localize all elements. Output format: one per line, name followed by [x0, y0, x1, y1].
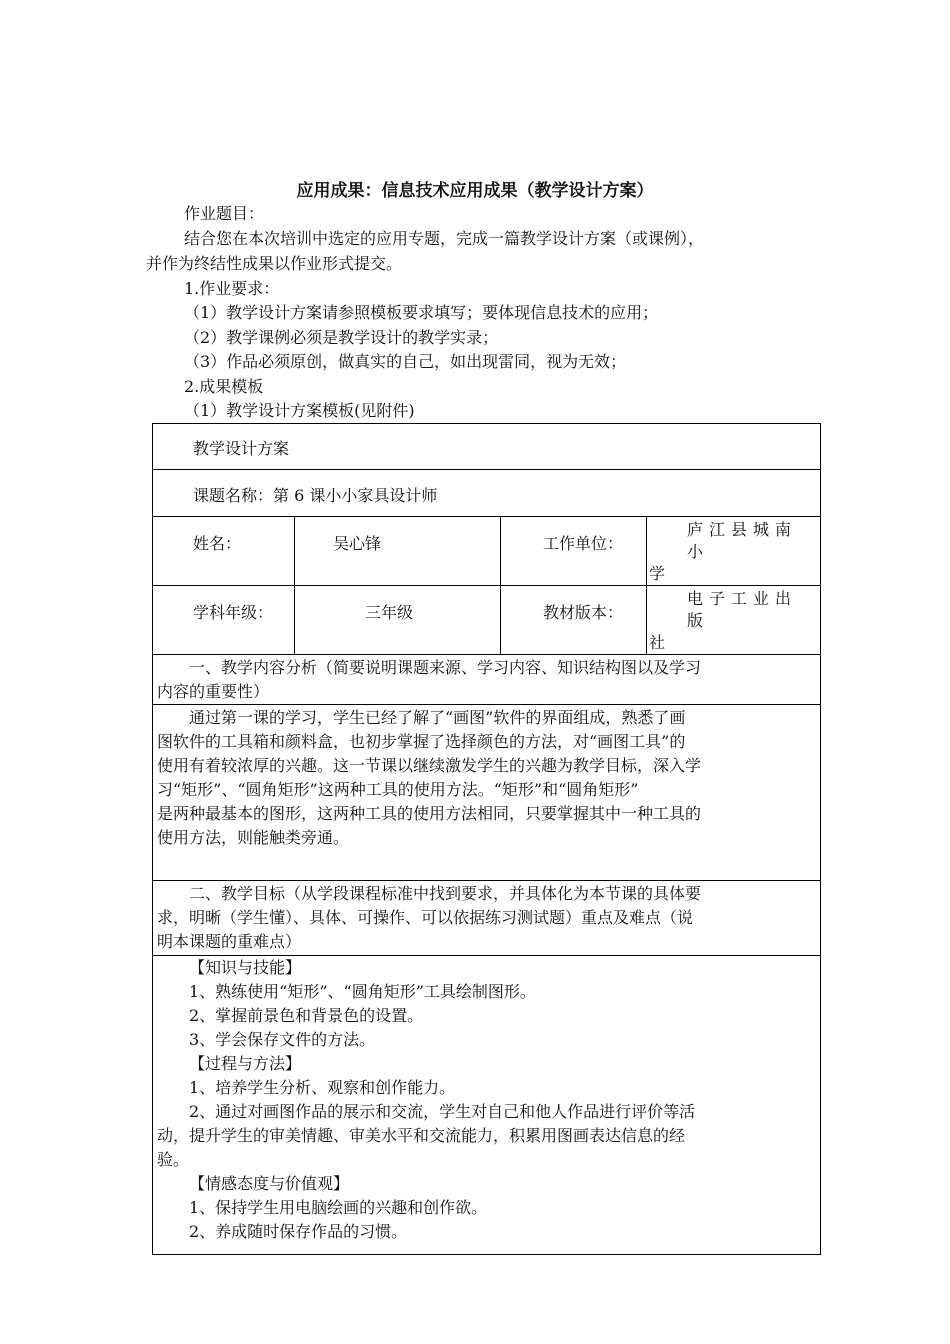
objective-item: 3、学会保存文件的方法。 [189, 1030, 376, 1049]
unit-value-cell [647, 517, 821, 586]
objective-item: 2、养成随时保存作品的习惯。 [189, 1222, 408, 1241]
section2-title-line-3: 明本课题的重难点） [157, 932, 302, 951]
unit-label-cell [501, 517, 647, 586]
edition-value-cell [647, 586, 821, 655]
unit-label: 工作单位： [543, 534, 624, 553]
section1-title-line-1: 一、教学内容分析（简要说明课题来源、学习内容、知识结构图以及学习 [189, 658, 702, 677]
requirement-2: （2）教学课例必须是教学设计的教学实录； [184, 328, 499, 347]
requirement-1: （1）教学设计方案请参照模板要求填写；要体现信息技术的应用； [184, 303, 659, 322]
objective-item: 1、熟练使用“矩形”、“圆角矩形”工具绘制图形。 [189, 982, 536, 1001]
edition-value-line-2: 社 [649, 633, 666, 652]
objectives-cell [153, 956, 821, 1255]
objective-item: 2、掌握前景色和背景色的设置。 [189, 1006, 424, 1025]
table-header-cell [153, 424, 821, 470]
objectives-heading-process: 【过程与方法】 [189, 1054, 302, 1073]
objective-item: 2、通过对画图作品的展示和交流，学生对自己和他人作品进行评价等活 [189, 1102, 696, 1121]
name-value: 吴心锋 [333, 534, 382, 553]
edition-label: 教材版本： [543, 603, 624, 622]
grade-label: 学科年级： [193, 603, 274, 622]
grade-value: 三年级 [365, 603, 414, 622]
objectives-heading-knowledge: 【知识与技能】 [189, 958, 302, 977]
section1-body-line-3: 使用有着较浓厚的兴趣。这一节课以继续激发学生的兴趣为教学目标，深入学 [157, 756, 702, 775]
section2-title-cell [153, 881, 821, 956]
section2-title-line-1: 二、教学目标（从学段课程标准中找到要求，并具体化为本节课的具体要 [189, 884, 702, 903]
template-heading: 2.成果模板 [184, 377, 264, 396]
requirements-heading: 1.作业要求： [184, 279, 280, 298]
section1-body-cell [153, 705, 821, 881]
unit-value-line-2: 学 [649, 564, 666, 583]
table-header: 教学设计方案 [193, 439, 290, 458]
design-table [152, 423, 821, 1255]
section1-body-line-1: 通过第一课的学习，学生已经了解了“画图”软件的界面组成，熟悉了画 [189, 708, 686, 727]
assignment-label: 作业题目： [184, 204, 265, 223]
section1-body-line-6: 使用方法，则能触类旁通。 [157, 828, 350, 847]
objective-item-continued: 动，提升学生的审美情趣、审美水平和交流能力，积累用图画表达信息的经 [157, 1126, 686, 1145]
template-item-1: （1）教学设计方案模板(见附件) [184, 401, 415, 420]
requirement-3: （3）作品必须原创，做真实的自己，如出现雷同，视为无效； [184, 352, 627, 371]
lesson-name-cell [153, 470, 821, 517]
lesson-name: 课题名称：第 6 课小小家具设计师 [193, 486, 438, 505]
section1-body-line-2: 图软件的工具箱和颜料盒，也初步掌握了选择颜色的方法，对“画图工具”的 [157, 732, 686, 751]
section1-title-line-2: 内容的重要性） [157, 682, 270, 701]
assignment-text-2: 并作为终结性成果以作业形式提交。 [146, 254, 403, 273]
section1-title-cell [153, 655, 821, 705]
unit-value-line-1: 庐江县城南小 [687, 520, 798, 561]
grade-label-cell [153, 586, 295, 655]
grade-value-cell [295, 586, 501, 655]
assignment-text-1: 结合您在本次培训中选定的应用专题，完成一篇教学设计方案（或课例）， [184, 229, 705, 248]
page-title: 应用成果：信息技术应用成果（教学设计方案） [296, 181, 654, 201]
section1-body-line-4: 习“矩形”、“圆角矩形”这两种工具的使用方法。“矩形”和“圆角矩形” [157, 780, 639, 799]
section1-body-line-5: 是两种最基本的图形，这两种工具的使用方法相同，只要掌握其中一种工具的 [157, 804, 702, 823]
objectives-heading-attitude: 【情感态度与价值观】 [189, 1174, 350, 1193]
edition-value-line-1: 电子工业出版 [687, 589, 798, 630]
name-label: 姓名： [193, 534, 242, 553]
objective-item: 1、保持学生用电脑绘画的兴趣和创作欲。 [189, 1198, 488, 1217]
name-label-cell [153, 517, 295, 586]
edition-label-cell [501, 586, 647, 655]
name-value-cell [295, 517, 501, 586]
objective-item: 1、培养学生分析、观察和创作能力。 [189, 1078, 456, 1097]
section2-title-line-2: 求，明晰（学生懂）、具体、可操作、可以依据练习测试题）重点及难点（说 [157, 908, 694, 927]
objective-item-continued: 验。 [157, 1150, 190, 1169]
